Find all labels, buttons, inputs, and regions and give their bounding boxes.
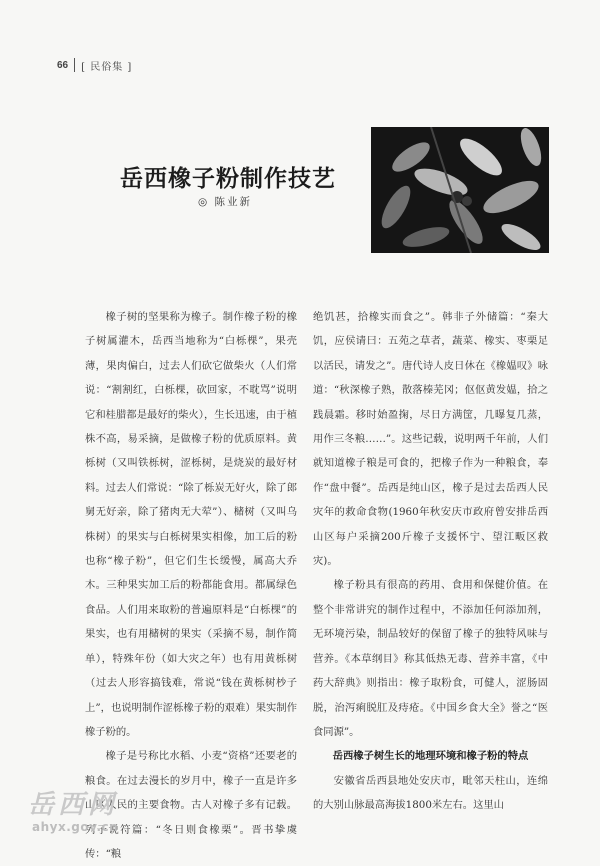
- section-heading: 岳西橡子树生长的地理环境和橡子粉的特点: [332, 750, 529, 763]
- left-column: [85, 305, 297, 866]
- watermark: [28, 790, 158, 840]
- header-divider: [74, 58, 75, 72]
- article-title: 岳西橡子粉制作技艺: [120, 165, 336, 192]
- article-author: ◎ 陈业新: [198, 196, 252, 208]
- right-column: [313, 305, 548, 818]
- watermark-logo: 岳西网: [28, 790, 119, 820]
- page-number: 66: [57, 59, 69, 71]
- leaf-photo: [371, 127, 549, 253]
- page-header: [57, 57, 132, 73]
- watermark-url: ahyx.gov.cn: [32, 820, 119, 834]
- paragraph: 橡子是号称比水稻、小麦“资格”还要老的粮食。在过去漫长的岁月中，橡子一直是许多山区人民的主要食物。古人对橡子多有记载。列子说符篇：“冬日则食橡栗”。晋书挚虞传：“粮: [85, 750, 297, 860]
- paragraph: 绝饥甚，拾橡实而食之”。韩非子外储篇：“秦大饥，应侯请曰：五苑之草者，蔬菜、橡实、枣栗足以活民，请发之”。唐代诗人皮日休在《橡媪叹》咏道：“秋深橡子熟，散落榛芜冈；伛伛黄发媪，拾之践晨霜。移时始盈掬，尽日方满筐，几曝复几蒸，用作三冬粮……”。这些记载，说明两千年前，人们就知道橡子粮是可食的，把橡子作为一种粮食，奉作“盘中餐”。岳西是纯山区，橡子是过去岳西人民灾年的救命食物(1960年秋安庆市政府曾安排岳西山区每户采摘200斤橡子支援怀宁、望江畈区救灾)。: [313, 311, 548, 568]
- paragraph: 橡子树的坚果称为橡子。制作橡子粉的橡子树属灌木，岳西当地称为“白栎棵”，果壳薄，果肉偏白，过去人们砍它做柴火（人们常说：“割割红，白栎棵，砍回家，不耽骂”说明它和桂腊都是最好的柴火），生长迅速，由于植株不高，易采摘，是做橡子粉的优质原料。黄栎树（又叫铁栎树，涩栎树，是烧炭的最好材料。过去人们常说：“除了栎炭无好火，除了郎舅无好亲，除了猪肉无大荤”）、槠树（又叫乌株树）的果实与白栎树果实相像，加工后的粉也称“橡子粉”，但它们生长缓慢，属高大乔木。三种果实加工后的粉都能食用。都属绿色食品。人们用来取粉的普遍原料是“白栎棵”的果实，也有用槠树的果实（采摘不易，制作简单），特殊年份（如大灾之年）也有用黄栎树（过去人形容搞钱难，常说“钱在黄栎树杪子上”，也说明制作涩栎橡子粉的艰难）果实制作橡子粉的。: [85, 311, 297, 738]
- section-label: [ 民俗集 ]: [81, 61, 133, 73]
- paragraph: 安徽省岳西县地处安庆市，毗邻天柱山，连绵的大别山脉最高海拔1800米左右。这里山: [313, 774, 548, 812]
- leaf-photo-graphic: [371, 127, 549, 253]
- paragraph: 橡子粉具有很高的药用、食用和保健价值。在整个非常讲究的制作过程中，不添加任何添加剂，无环境污染，制品较好的保留了橡子的独特风味与营养。《本草纲目》称其低热无毒、营养丰富，《中药大辞典》则指出：橡子取粉食，可健人，涩肠固脱，治泻痢脱肛及痔疮。《中国乡食大全》誉之“医食同源”。: [313, 579, 548, 738]
